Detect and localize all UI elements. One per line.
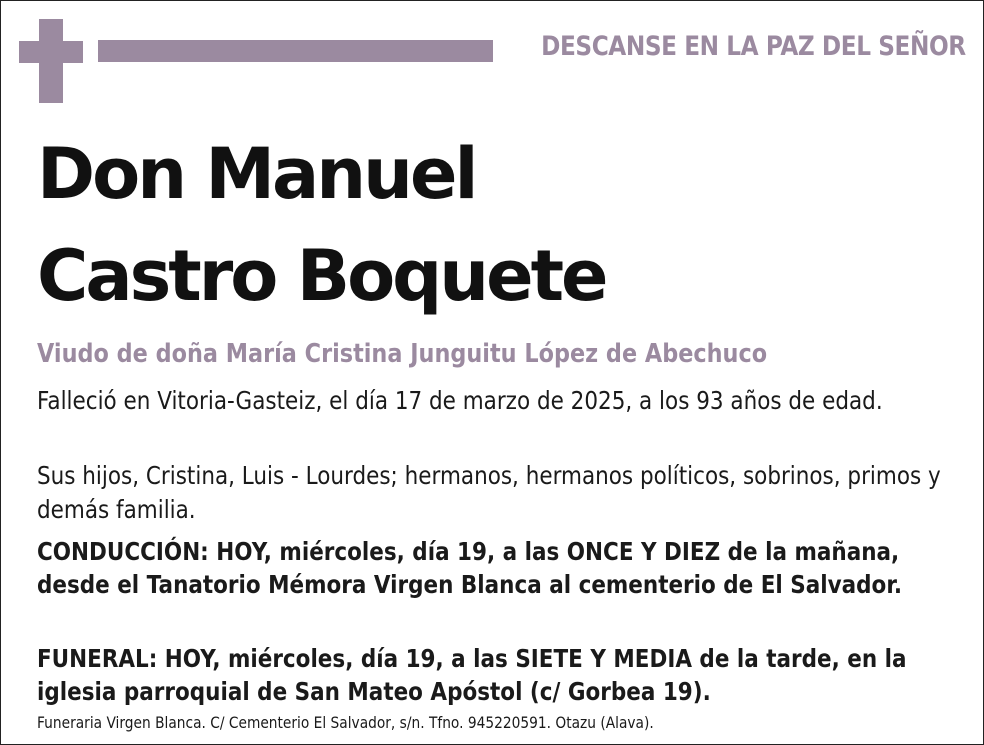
widower-subtitle: Viudo de doña María Cristina Junguitu López de Abechuco xyxy=(37,339,768,369)
deceased-name-line1: Don Manuel xyxy=(37,133,476,215)
conduccion-text: CONDUCCIÓN: HOY, miércoles, día 19, a las ONCE Y DIEZ de la mañana, desde el Tanatorio Mémora Virgen Blanca al cementerio de El Salvador. xyxy=(37,537,903,599)
header-rule xyxy=(98,40,493,62)
family-text: Sus hijos, Cristina, Luis - Lourdes; hermanos, hermanos políticos, sobrinos, primos y demás familia. xyxy=(37,461,941,524)
cross-horizontal-beam xyxy=(19,41,83,63)
deceased-name-line2: Castro Boquete xyxy=(37,235,606,317)
death-notice-text: Falleció en Vitoria-Gasteiz, el día 17 de marzo de 2025, a los 93 años de edad. xyxy=(37,386,883,415)
funeral-home-footer: Funeraria Virgen Blanca. C/ Cementerio El Salvador, s/n. Tfno. 945220591. Otazu (Alava). xyxy=(37,713,654,732)
header-tagline: DESCANSE EN LA PAZ DEL SEÑOR xyxy=(541,31,966,62)
funeral-text: FUNERAL: HOY, miércoles, día 19, a las SIETE Y MEDIA de la tarde, en la iglesia parroquial de San Mateo Apóstol (c/ Gorbea 19). xyxy=(37,644,907,706)
